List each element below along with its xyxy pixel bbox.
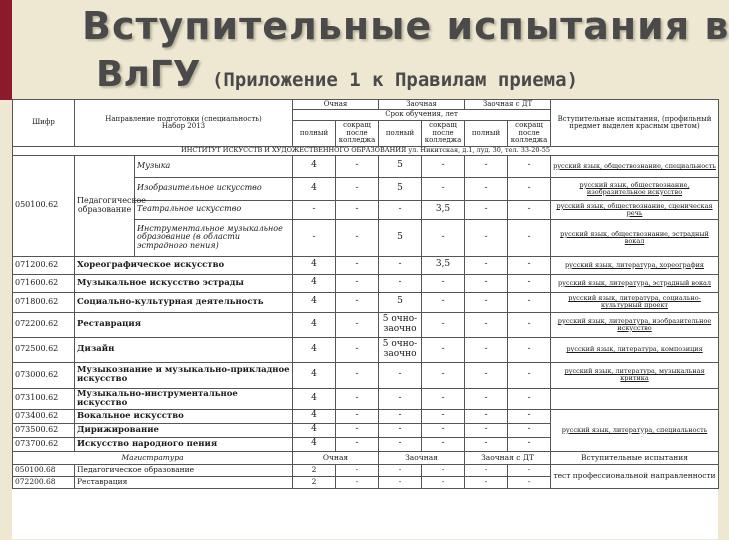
header-exams: Вступительные испытания, (профильный предмет выделен красным цветом)	[551, 100, 719, 147]
period-value: -	[336, 256, 379, 274]
period-value: -	[465, 274, 508, 292]
masters-header	[13, 451, 719, 464]
header-full-time: Очная	[293, 100, 379, 110]
period-value: 5	[379, 219, 422, 256]
period-value: -	[379, 274, 422, 292]
period-value: -	[293, 219, 336, 256]
row-direction: Хореографическое искусство	[75, 256, 293, 274]
period-value: -	[465, 476, 508, 488]
period-value: 5	[379, 292, 422, 312]
period-value: -	[508, 409, 551, 423]
period-value: -	[336, 437, 379, 451]
table-row	[13, 274, 719, 292]
row-code: 072200.62	[13, 312, 75, 337]
period-value: 5 очно-заочно	[379, 312, 422, 337]
period-value: -	[465, 155, 508, 177]
header-full: полный	[465, 120, 508, 146]
row-exams: русский язык, обществознание, изобразительное искусство	[551, 177, 719, 200]
period-value: -	[422, 219, 465, 256]
period-value: 3,5	[422, 200, 465, 219]
period-value: 5 очно-заочно	[379, 337, 422, 362]
period-value: -	[465, 256, 508, 274]
period-value: -	[336, 409, 379, 423]
profile-name: Изобразительное искусство	[135, 177, 293, 200]
period-value: -	[336, 274, 379, 292]
period-value: -	[465, 437, 508, 451]
row-exams: русский язык, литература, хореография	[551, 256, 719, 274]
period-value: 4	[293, 362, 336, 388]
table-row	[13, 362, 719, 388]
profile-name: Музыка	[135, 155, 293, 177]
period-value: -	[379, 464, 422, 476]
row-exams: русский язык, литература, специальность	[551, 409, 719, 451]
period-value: -	[422, 423, 465, 437]
period-value: 4	[293, 274, 336, 292]
title-university: ВлГУ	[96, 54, 201, 95]
row-exams: русский язык, литература, музыкальная критика	[551, 362, 719, 388]
table-row	[13, 337, 719, 362]
masters-label: Магистратура	[13, 451, 293, 464]
title-line-1: Вступительные испытания в	[82, 4, 729, 48]
row-direction: Педагогическое образование	[75, 155, 135, 256]
title-appendix: (Приложение 1 к Правилам приема)	[200, 69, 579, 91]
period-value: 2	[293, 464, 336, 476]
period-value: 4	[293, 312, 336, 337]
table-row	[13, 292, 719, 312]
period-value: -	[508, 219, 551, 256]
period-value: -	[422, 388, 465, 409]
admission-table	[12, 99, 718, 539]
row-direction: Дизайн	[75, 337, 293, 362]
period-value: -	[336, 200, 379, 219]
period-value: -	[508, 256, 551, 274]
title-line-2	[96, 54, 578, 95]
row-code: 071600.62	[13, 274, 75, 292]
header-short: сокращ после колледжа	[508, 120, 551, 146]
period-value: -	[508, 464, 551, 476]
period-value: -	[336, 476, 379, 488]
period-value: -	[336, 312, 379, 337]
period-value: 4	[293, 388, 336, 409]
institute-row: ИНСТИТУТ ИСКУССТВ И ХУДОЖЕСТВЕННОГО ОБРАЗОВАНИЯ ул. Никитская, д.1, луд. 30, тел. 33-20-55	[13, 146, 719, 155]
masters-form: Заочная	[379, 451, 465, 464]
period-value: -	[508, 337, 551, 362]
period-value: -	[422, 362, 465, 388]
row-direction: Музыкознание и музыкально-прикладное искусство	[75, 362, 293, 388]
row-exams: русский язык, обществознание, эстрадный вокал	[551, 219, 719, 256]
row-direction: Музыкальное искусство эстрады	[75, 274, 293, 292]
period-value: -	[293, 200, 336, 219]
period-value: 4	[293, 155, 336, 177]
row-code: 073000.62	[13, 362, 75, 388]
row-direction: Вокальное искусство	[75, 409, 293, 423]
row-code: 073400.62	[13, 409, 75, 423]
period-value: -	[508, 177, 551, 200]
period-value: -	[336, 292, 379, 312]
slide-title	[82, 4, 729, 100]
table-row	[13, 312, 719, 337]
period-value: -	[379, 200, 422, 219]
slide-accent-bar	[0, 0, 12, 100]
exams-table	[12, 99, 719, 489]
row-direction: Искусство народного пения	[75, 437, 293, 451]
row-exams	[551, 388, 719, 409]
period-value: 4	[293, 423, 336, 437]
period-value: -	[465, 388, 508, 409]
header-code: Шифр	[13, 100, 75, 147]
period-value: -	[422, 292, 465, 312]
masters-exams-header: Вступительные испытания	[551, 451, 719, 464]
row-code: 071200.62	[13, 256, 75, 274]
period-value: -	[379, 256, 422, 274]
period-value: 4	[293, 437, 336, 451]
header-short: сокращ после колледжа	[422, 120, 465, 146]
period-value: -	[465, 409, 508, 423]
row-direction: Педагогическое образование	[75, 464, 293, 476]
period-value: 2	[293, 476, 336, 488]
row-direction: Музыкально-инструментальное искусство	[75, 388, 293, 409]
row-code: 072200.68	[13, 476, 75, 488]
period-value: -	[379, 437, 422, 451]
period-value: -	[336, 155, 379, 177]
row-code: 071800.62	[13, 292, 75, 312]
period-value: -	[422, 409, 465, 423]
period-value: -	[336, 177, 379, 200]
masters-exams: тест профессиональной направленности	[551, 464, 719, 488]
row-exams: русский язык, литература, композиция	[551, 337, 719, 362]
period-value: 4	[293, 256, 336, 274]
period-value: -	[508, 437, 551, 451]
period-value: -	[508, 312, 551, 337]
period-value: 3,5	[422, 256, 465, 274]
period-value: 5	[379, 177, 422, 200]
period-value: -	[336, 337, 379, 362]
masters-form: Заочная с ДТ	[465, 451, 551, 464]
row-exams: русский язык, обществознание, специальность	[551, 155, 719, 177]
row-exams: русский язык, литература, социально-культурный проект	[551, 292, 719, 312]
period-value: -	[336, 362, 379, 388]
row-code: 073500.62	[13, 423, 75, 437]
period-value: -	[379, 362, 422, 388]
period-value: -	[465, 292, 508, 312]
header-distance: Заочная с ДТ	[465, 100, 551, 110]
period-value: -	[508, 274, 551, 292]
table-row	[13, 155, 719, 177]
header-short: сокращ после колледжа	[336, 120, 379, 146]
header-period: Срок обучения, лет	[293, 110, 551, 120]
period-value: -	[508, 388, 551, 409]
profile-name: Театральное искусство	[135, 200, 293, 219]
header-full: полный	[293, 120, 336, 146]
header-direction: Направление подготовки (специальность) Набор 2013	[75, 100, 293, 147]
row-exams: русский язык, литература, изобразительное искусство	[551, 312, 719, 337]
period-value: 4	[293, 409, 336, 423]
period-value: -	[508, 423, 551, 437]
period-value: -	[379, 476, 422, 488]
period-value: -	[508, 476, 551, 488]
table-row	[13, 409, 719, 423]
period-value: -	[465, 362, 508, 388]
row-code: 073100.62	[13, 388, 75, 409]
period-value: -	[508, 292, 551, 312]
period-value: 4	[293, 337, 336, 362]
period-value: -	[465, 200, 508, 219]
period-value: -	[508, 200, 551, 219]
table-row	[13, 388, 719, 409]
period-value: -	[422, 312, 465, 337]
period-value: -	[465, 464, 508, 476]
row-direction: Дирижирование	[75, 423, 293, 437]
row-direction: Социально-культурная деятельность	[75, 292, 293, 312]
period-value: -	[336, 388, 379, 409]
header-full: полный	[379, 120, 422, 146]
row-code: 050100.62	[13, 155, 75, 256]
period-value: -	[336, 423, 379, 437]
period-value: -	[379, 388, 422, 409]
period-value: 4	[293, 292, 336, 312]
profile-name: Инструментальное музыкальное образование (в области эстрадного пения)	[135, 219, 293, 256]
period-value: -	[422, 274, 465, 292]
table-row	[13, 256, 719, 274]
period-value: -	[465, 312, 508, 337]
period-value: 4	[293, 177, 336, 200]
row-exams: русский язык, обществознание, сценическая речь	[551, 200, 719, 219]
period-value: -	[465, 337, 508, 362]
row-code: 073700.62	[13, 437, 75, 451]
row-code: 072500.62	[13, 337, 75, 362]
row-code: 050100.68	[13, 464, 75, 476]
masters-form: Очная	[293, 451, 379, 464]
period-value: -	[422, 177, 465, 200]
table-row	[13, 464, 719, 476]
period-value: -	[465, 219, 508, 256]
period-value: -	[379, 423, 422, 437]
period-value: -	[422, 464, 465, 476]
period-value: -	[336, 464, 379, 476]
period-value: 5	[379, 155, 422, 177]
row-direction: Реставрация	[75, 476, 293, 488]
period-value: -	[422, 337, 465, 362]
period-value: -	[508, 155, 551, 177]
period-value: -	[379, 409, 422, 423]
row-exams: русский язык, литература, эстрадный вокал	[551, 274, 719, 292]
period-value: -	[465, 423, 508, 437]
period-value: -	[422, 155, 465, 177]
period-value: -	[422, 437, 465, 451]
period-value: -	[465, 177, 508, 200]
period-value: -	[336, 219, 379, 256]
period-value: -	[422, 476, 465, 488]
period-value: -	[508, 362, 551, 388]
row-direction: Реставрация	[75, 312, 293, 337]
header-part-time: Заочная	[379, 100, 465, 110]
